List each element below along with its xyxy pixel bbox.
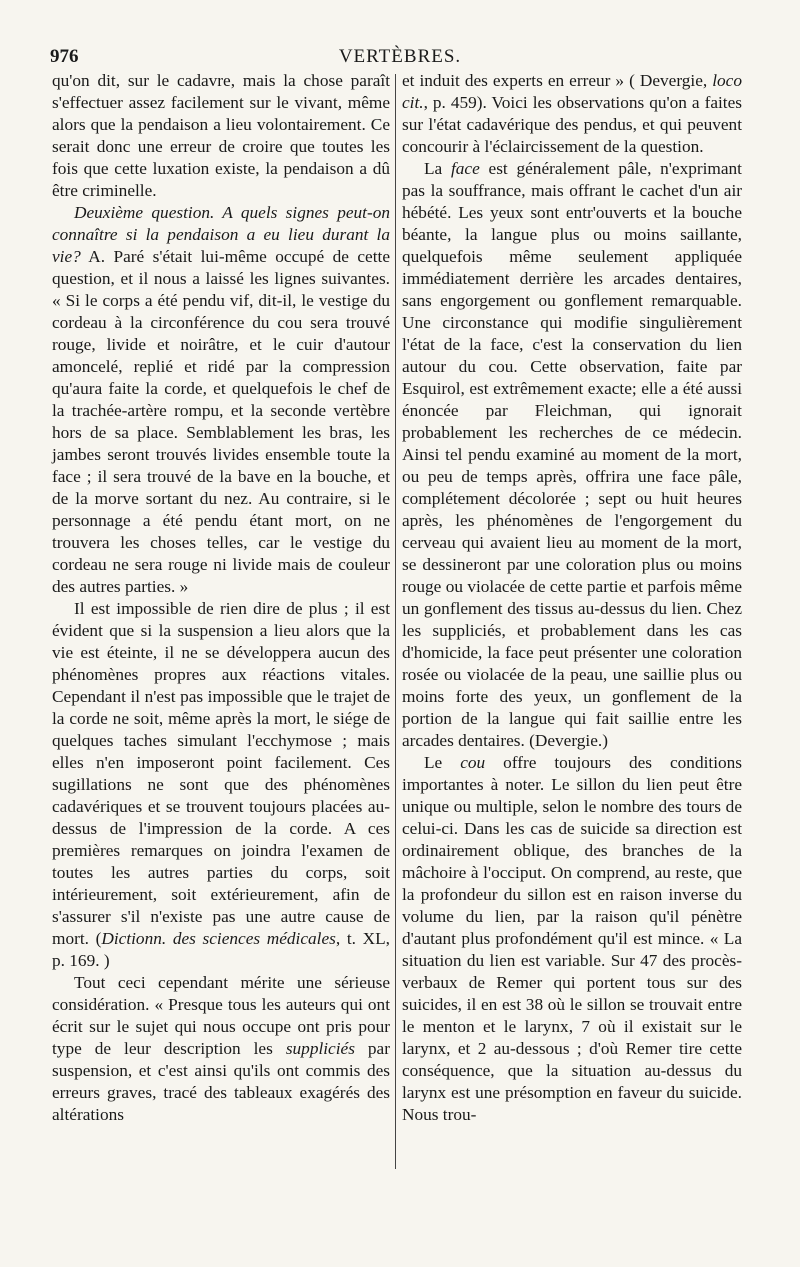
paragraph: Deuxième question. A quels signes peut-on connaître si la pendaison a eu lieu durant la vie? A. Paré s'était lui-même occupé de cette question, et il nous a laissé les lignes suivantes. « Si le corps a été pendu vif, dit-il, le vestige du cordeau à la circonférence du cou sera trouvé rouge, livide et noirâtre, et le cuir d'autour amoncelé, replié et ridé par la compression qu'aura faite la corde, et quelquefois le chef de la trachée-artère rompu, et la seconde vertèbre hors de sa place. Semblablement les bras, les jambes seront trouvés livides ensemble toute la face ; il sera trouvé de la bave en la bouche, et de la morve sortant du nez. Au contraire, si le personnage a été pendu étant mort, on ne trouvera les choses telles, car le vestige du cordeau ne sera rouge ni livide mais de couleur des autres parties. » [52,203,390,596]
column-divider [395,74,396,1169]
page-number: 976 [50,46,79,67]
page-header [50,46,750,70]
left-column [52,70,390,1126]
paragraph: Il est impossible de rien dire de plus ; il est évident que si la suspension a lieu alors que la vie est éteinte, il ne se développera aucun des phénomènes propres aux réactions vitales. Cependant il n'est pas impossible que le trajet de la corde ne soit, même après la mort, le siége de quelques taches simulant l'ecchymose ; mais elles n'en imposeront point facilement. Ces sugillations ne sont que des phénomènes cadavériques et se trouvent toujours placées au-dessus de l'impression de la corde. A ces premières remarques on joindra l'examen de toutes les autres parties du corps, soit intérieurement, soit extérieurement, afin de s'assurer s'il n'existe pas une autre cause de mort. (Dictionn. des sciences médicales, t. XL, p. 169. ) [52,599,390,970]
right-column [402,70,742,1126]
paragraph: La face est généralement pâle, n'exprimant pas la souffrance, mais offrant le cachet d'un air hébété. Les yeux sont entr'ouverts et la bouche béante, la langue plus ou moins saillante, quelquefois même seulement appliquée immédiatement derrière les arcades dentaires, sans engorgement ou gonflement remarquable. Une circonstance qui modifie singulièrement l'état de la face, c'est la conservation du lien autour du cou. Cette observation, faite par Esquirol, est extrêmement exacte; elle a été aussi énoncée par Fleichman, qui ignorait probablement les recherches de ce médecin. Ainsi tel pendu examiné au moment de la mort, ou peu de temps après, offrira une face pâle, complétement décolorée ; sept ou huit heures après, les phénomènes de l'engorgement du cerveau qui avaient lieu au moment de la mort, se dessineront par une coloration plus ou moins rouge ou violacée de cette partie et parfois même un gonflement des tissus au-dessus du lien. Chez les suppliciés, et probablement dans les cas d'homicide, la face peut présenter une coloration rosée ou violacée de la peau, une saillie plus ou moins forte des yeux, un gonflement de la portion de la langue qui fait saillie entre les arcades dentaires. (Devergie.) [402,159,742,750]
paragraph: Le cou offre toujours des conditions importantes à noter. Le sillon du lien peut être unique ou multiple, selon le nombre des tours de celui-ci. Dans les cas de suicide sa direction est ordinairement oblique, des branches de la mâchoire à l'occiput. On comprend, au reste, que la profondeur du sillon est en raison inverse du volume du lien, par la raison qu'il pénètre d'autant plus profondément qu'il est mince. « La situation du lien est variable. Sur 47 des procès-verbaux de Remer qui portent tous sur des suicides, il en est 38 où le sillon se trouvait entre le menton et le larynx, 7 où il existait sur le larynx, et 2 au-dessous ; d'où Remer tire cette conséquence, que la situation au-dessus du larynx est une présomption en faveur du suicide. Nous trou- [402,753,742,1124]
citation: Dictionn. des sciences médicales [101,929,336,948]
paragraph: qu'on dit, sur le cadavre, mais la chose paraît s'effectuer assez facilement sur le vivant, même alors que la pendaison a lieu volontairement. Ce serait donc une erreur de croire que toutes les fois que cette luxation existe, la pendaison a dû être criminelle. [52,71,390,200]
paragraph: Tout ceci cependant mérite une sérieuse considération. « Presque tous les auteurs qui ont écrit sur le sujet qui nous occupe ont pris pour type de leur description les suppliciés par suspension, et c'est ainsi qu'ils ont commis des erreurs graves, tracé des tableaux exagérés des altérations [52,973,390,1124]
paragraph: et induit des experts en erreur » ( Devergie, loco cit., p. 459). Voici les observations qu'on a faites sur l'état cadavérique des pendus, et qui peuvent concourir à l'éclaircissement de la question. [402,71,742,156]
question-heading: Deuxième question. A quels signes peut-on connaître si la pendaison a eu lieu durant la vie? [52,203,390,266]
running-title: VERTÈBRES. [338,46,462,67]
